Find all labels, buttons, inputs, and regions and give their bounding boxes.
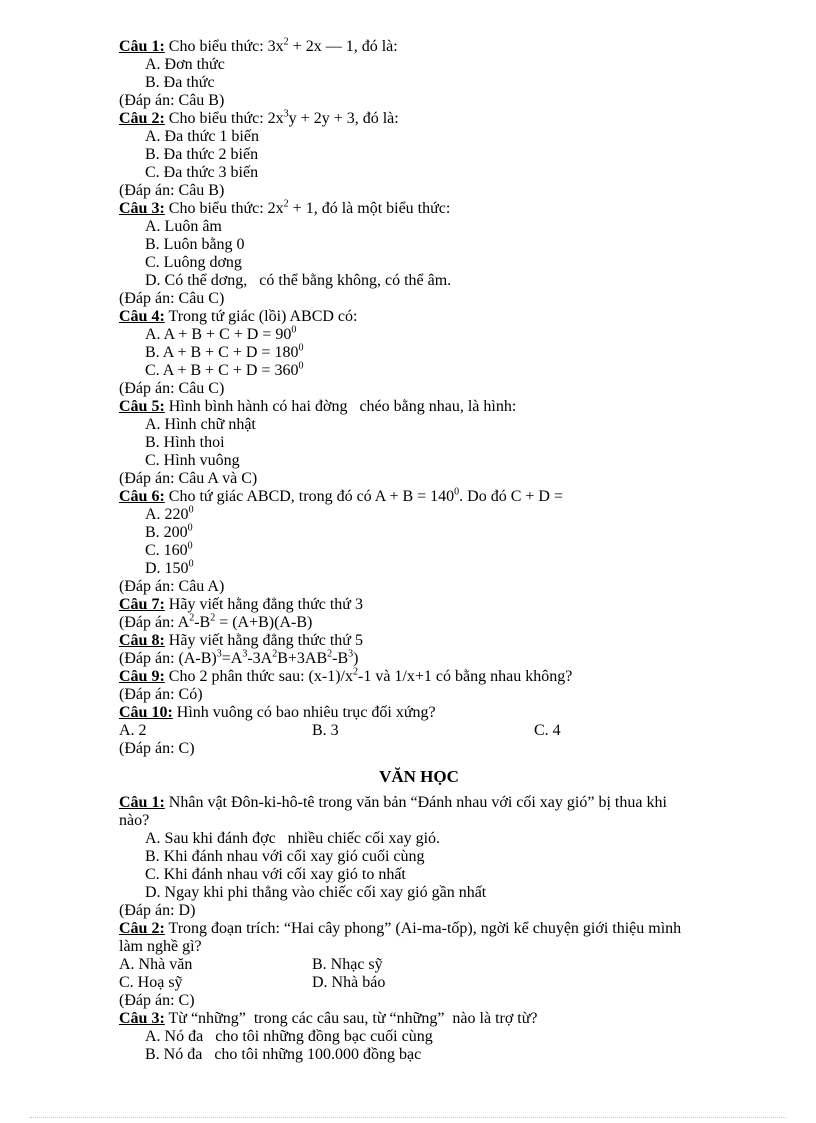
answer: (Đáp án: Câu B) [119,92,225,109]
option-text: C. 160 [145,542,188,559]
option [119,506,719,524]
superscript: 3 [216,648,222,660]
question-label: Câu 9: [119,668,165,685]
question-text: Hình vuông có bao nhiêu trục đối xứng? [172,704,436,721]
question-label: Câu 6: [119,488,165,505]
answer-text: = (A+B)(A-B) [215,614,313,631]
superscript: 2 [327,648,333,660]
superscript: 0 [188,504,194,516]
option: B. Đa thức [145,74,215,91]
question-3 [119,200,719,218]
superscript: 0 [454,486,460,498]
option-row [119,722,719,740]
option: B. Hình thoi [145,434,225,451]
option: C. Hoạ sỹ [119,974,183,991]
section-heading: VĂN HỌC [379,767,459,786]
question-text: Hình bình hành có hai đờng chéo bằng nhau, là hình: [164,398,517,415]
superscript: 2 [272,648,278,660]
option: A. Nhà văn [119,956,193,973]
option: A. Luôn âm [145,218,222,235]
answer [119,650,719,668]
question-label: Câu 1: [119,794,165,811]
question-label: Câu 5: [119,398,165,415]
option: C. Đa thức 3 biến [145,164,259,181]
option: B. Nó đa cho tôi những 100.000 đồng bạc [145,1046,422,1063]
question-text: Cho tứ giác ABCD, trong đó có A + B = 140 [164,488,455,505]
superscript: 2 [210,612,216,624]
option: B. Luôn bằng 0 [145,236,245,253]
superscript: 3 [348,648,354,660]
question-text: -1 và 1/x+1 có bằng nhau không? [357,668,573,685]
answer: (Đáp án: Câu B) [119,182,225,199]
question-text: Cho biểu thức: 2x [164,200,284,217]
answer-text: ) [353,650,359,667]
answer: (Đáp án: Có) [119,686,203,703]
option-row [119,974,719,992]
option: D. Ngay khi phi thẳng vào chiếc cối xay gió gần nhất [145,884,487,901]
question-text: Cho biểu thức: 3x [164,38,284,55]
option [119,344,719,362]
answer-text: =A [221,650,243,667]
question-2 [119,110,719,128]
superscript: 2 [352,666,358,678]
page-bottom-divider [30,1117,786,1118]
option: B. Đa thức 2 biến [145,146,259,163]
superscript: 2 [283,198,289,210]
option [119,524,719,542]
answer: (Đáp án: Câu C) [119,380,225,397]
option: C. Khi đánh nhau với cối xay gió to nhất [145,866,406,883]
option [119,362,719,380]
question-5 [119,398,719,416]
option: C. 4 [534,722,561,739]
option: B. Khi đánh nhau với cối xay gió cuối cùng [145,848,425,865]
option: D. Có thể dơng, có thể bằng không, có thể âm. [145,272,452,289]
question-text: Trong đoạn trích: “Hai cây phong” (Ai-ma-tốp), ngời kể chuyện giới thiệu mình làm nghề gì? [119,920,682,955]
question-label: Câu 3: [119,200,165,217]
superscript: 0 [187,522,193,534]
lit-question-2 [119,920,699,956]
option-text: B. A + B + C + D = 180 [145,344,299,361]
question-text: Hãy viết hằng đẳng thức thứ 5 [164,632,363,649]
question-label: Câu 8: [119,632,165,649]
superscript: 0 [298,360,304,372]
option: A. Đơn thức [145,56,225,73]
question-label: Câu 2: [119,920,165,937]
option [119,560,719,578]
question-8 [119,632,719,650]
answer-text: (Đáp án: (A-B) [119,650,217,667]
option [119,542,719,560]
question-1 [119,38,719,56]
answer: (Đáp án: Câu C) [119,290,225,307]
option: A. Nó đa cho tôi những đồng bạc cuối cùng [145,1028,433,1045]
question-text: Từ “những” trong các câu sau, từ “những” nào là trợ từ? [164,1010,538,1027]
question-text: Nhân vật Đôn-ki-hô-tê trong văn bản “Đánh nhau với cối xay gió” bị thua khi nào? [119,794,667,829]
question-label: Câu 10: [119,704,173,721]
question-label: Câu 1: [119,38,165,55]
question-10 [119,704,719,722]
answer-text: -B [332,650,349,667]
option: A. Sau khi đánh đợc nhiều chiếc cối xay gió. [145,830,441,847]
option: A. Hình chữ nhật [145,416,256,433]
superscript: 0 [298,342,304,354]
question-text: y + 2y + 3, đó là: [288,110,399,127]
option [119,326,719,344]
superscript: 0 [188,558,194,570]
superscript: 3 [242,648,248,660]
answer-text: (Đáp án: A [119,614,190,631]
option: B. 3 [312,722,339,739]
option: B. Nhạc sỹ [312,956,383,973]
question-7 [119,596,719,614]
option-text: D. 150 [145,560,189,577]
question-label: Câu 4: [119,308,165,325]
option: C. Luông dơng [145,254,242,271]
superscript: 0 [291,324,297,336]
option-text: B. 200 [145,524,188,541]
option-text: A. A + B + C + D = 90 [145,326,292,343]
answer-text: B+3AB [277,650,328,667]
superscript: 0 [187,540,193,552]
superscript: 3 [283,108,289,120]
document-page [119,38,719,1064]
question-label: Câu 2: [119,110,165,127]
answer: (Đáp án: Câu A) [119,578,225,595]
question-label: Câu 3: [119,1010,165,1027]
option-text: C. A + B + C + D = 360 [145,362,299,379]
option: A. 2 [119,722,147,739]
option: C. Hình vuông [145,452,240,469]
question-label: Câu 7: [119,596,165,613]
question-6 [119,488,719,506]
option-row [119,956,719,974]
question-text: + 2x — 1, đó là: [288,38,398,55]
answer: (Đáp án: Câu A và C) [119,470,258,487]
question-text: Hãy viết hằng đẳng thức thứ 3 [164,596,363,613]
option: A. Đa thức 1 biến [145,128,259,145]
option-text: A. 220 [145,506,189,523]
answer: (Đáp án: C) [119,740,195,757]
question-text: + 1, đó là một biểu thức: [288,200,451,217]
question-text: Trong tứ giác (lồi) ABCD có: [164,308,358,325]
option: D. Nhà báo [312,974,386,991]
superscript: 2 [189,612,195,624]
superscript: 2 [283,36,289,48]
lit-question-3 [119,1010,719,1028]
answer: (Đáp án: D) [119,902,196,919]
answer-text: -3A [247,650,273,667]
question-4 [119,308,719,326]
question-text: Cho biểu thức: 2x [164,110,284,127]
question-text: Cho 2 phân thức sau: (x-1)/x [164,668,353,685]
answer: (Đáp án: C) [119,992,195,1009]
question-text: . Do đó C + D = [459,488,563,505]
lit-question-1 [119,794,699,830]
question-9 [119,668,719,686]
answer [119,614,719,632]
answer-text: -B [194,614,211,631]
